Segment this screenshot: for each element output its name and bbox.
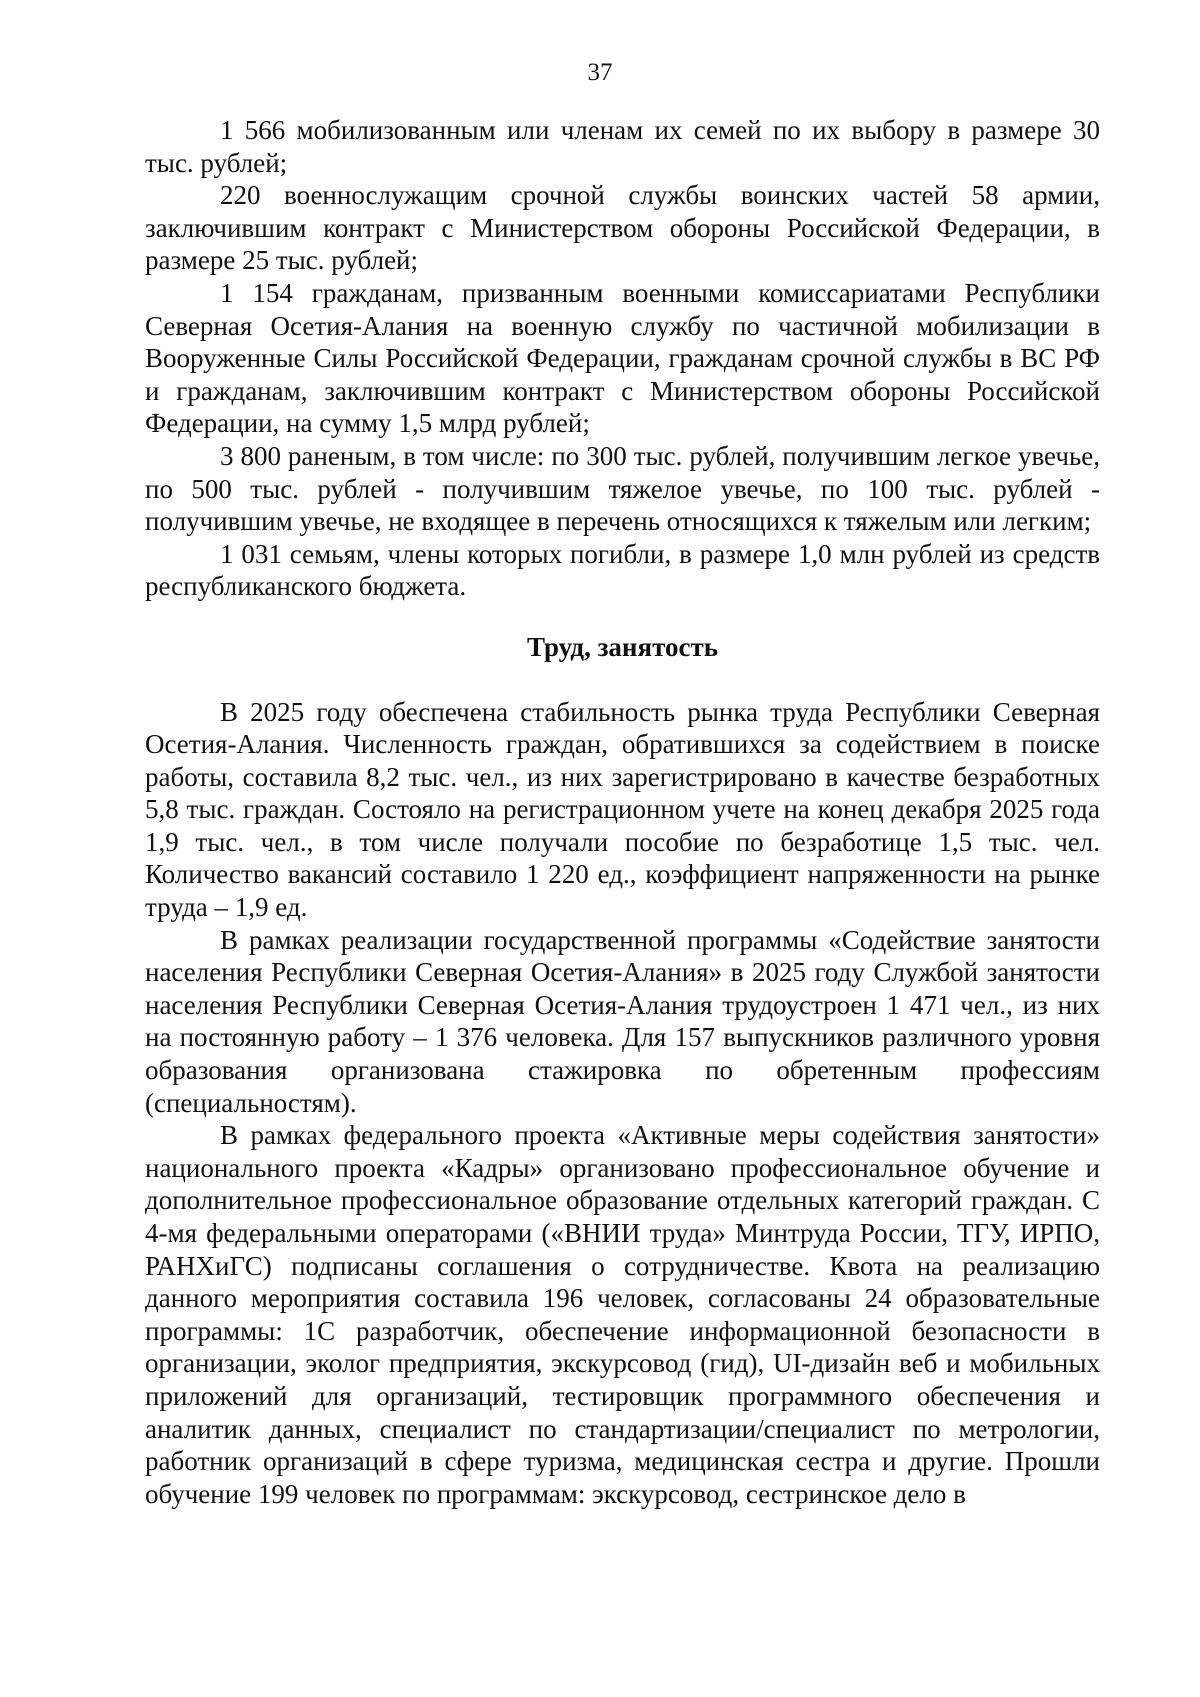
paragraph-conscripts: 220 военнослужащим срочной службы воинских частей 58 армии, заключившим контракт с Министерством обороны Российской Федерации, в размере 25 тыс. рублей; — [145, 180, 1100, 276]
section-heading: Труд, занятость — [526, 631, 719, 662]
paragraph-wounded: 3 800 раненым, в том числе: по 300 тыс. рублей, получившим легкое увечье, по 500 тыс. рублей - получившим тяжелое увечье, по 100 тыс. рублей - получившим увечье, не входящее в перечень относящихся к тяжелым или легким; — [145, 440, 1100, 537]
paragraph-citizens: 1 154 гражданам, призванным военными комиссариатами Республики Северная Осетия-Алания на военную службу по частичной мобилизации в Вооруженные Силы Российской Федерации, гражданам срочной службы в ВС РФ и гражданам, заключившим контракт с Министерством обороны Российской Федерации, на сумму 1,5 млрд рублей; — [145, 277, 1100, 439]
page-number: 37 — [587, 59, 613, 86]
paragraph-employment-program: В рамках реализации государственной программы «Содействие занятости населения Республики Северная Осетия-Алания» в 2025 году Службой занятости населения Республики Северная Осетия-Алания трудоустроен 1 471 чел., из них на постоянную работу – 1 376 человека. Для 157 выпускников различного уровня образования организована стажировка по обретенным профессиям (специальностям). — [145, 924, 1100, 1118]
paragraph-federal-project: В рамках федерального проекта «Активные меры содействия занятости» национального проекта «Кадры» организовано профессиональное обучение и дополнительное профессиональное образование отдельных категорий граждан. С 4-мя федеральными операторами («ВНИИ труда» Минтруда России, ТГУ, ИРПО, РАНХиГС) подписаны соглашения о сотрудничестве. Квота на реализацию данного мероприятия составила 196 человек, согласованы 24 образовательные программы: 1С разработчик, обеспечение информационной безопасности в организации, эколог предприятия, экскурсовод (гид), UI-дизайн веб и мобильных приложений для организаций, тестировщик программного обеспечения и аналитик данных, специалист по стандартизации/специалист по метрологии, работник организаций в сфере туризма, медицинская сестра и другие. Прошли обучение 199 человек по программам: экскурсовод, сестринское дело в — [145, 1120, 1100, 1509]
paragraph-mobilized: 1 566 мобилизованным или членам их семей по их выбору в размере 30 тыс. рублей; — [145, 115, 1100, 178]
paragraph-labor-market: В 2025 году обеспечена стабильность рынка труда Республики Северная Осетия-Алания. Численность граждан, обратившихся за содействием в поиске работы, составила 8,2 тыс. чел., из них зарегистрировано в качестве безработных 5,8 тыс. граждан. Состояло на регистрационном учете на конец декабря 2025 года 1,9 тыс. чел., в том числе получали пособие по безработице 1,5 тыс. чел. Количество вакансий составило 1 220 ед., коэффициент напряженности на рынке труда – 1,9 ед. — [145, 696, 1100, 923]
page-body — [145, 114, 1100, 1510]
paragraph-families: 1 031 семьям, члены которых погибли, в размере 1,0 млн рублей из средств республиканского бюджета. — [145, 538, 1100, 602]
